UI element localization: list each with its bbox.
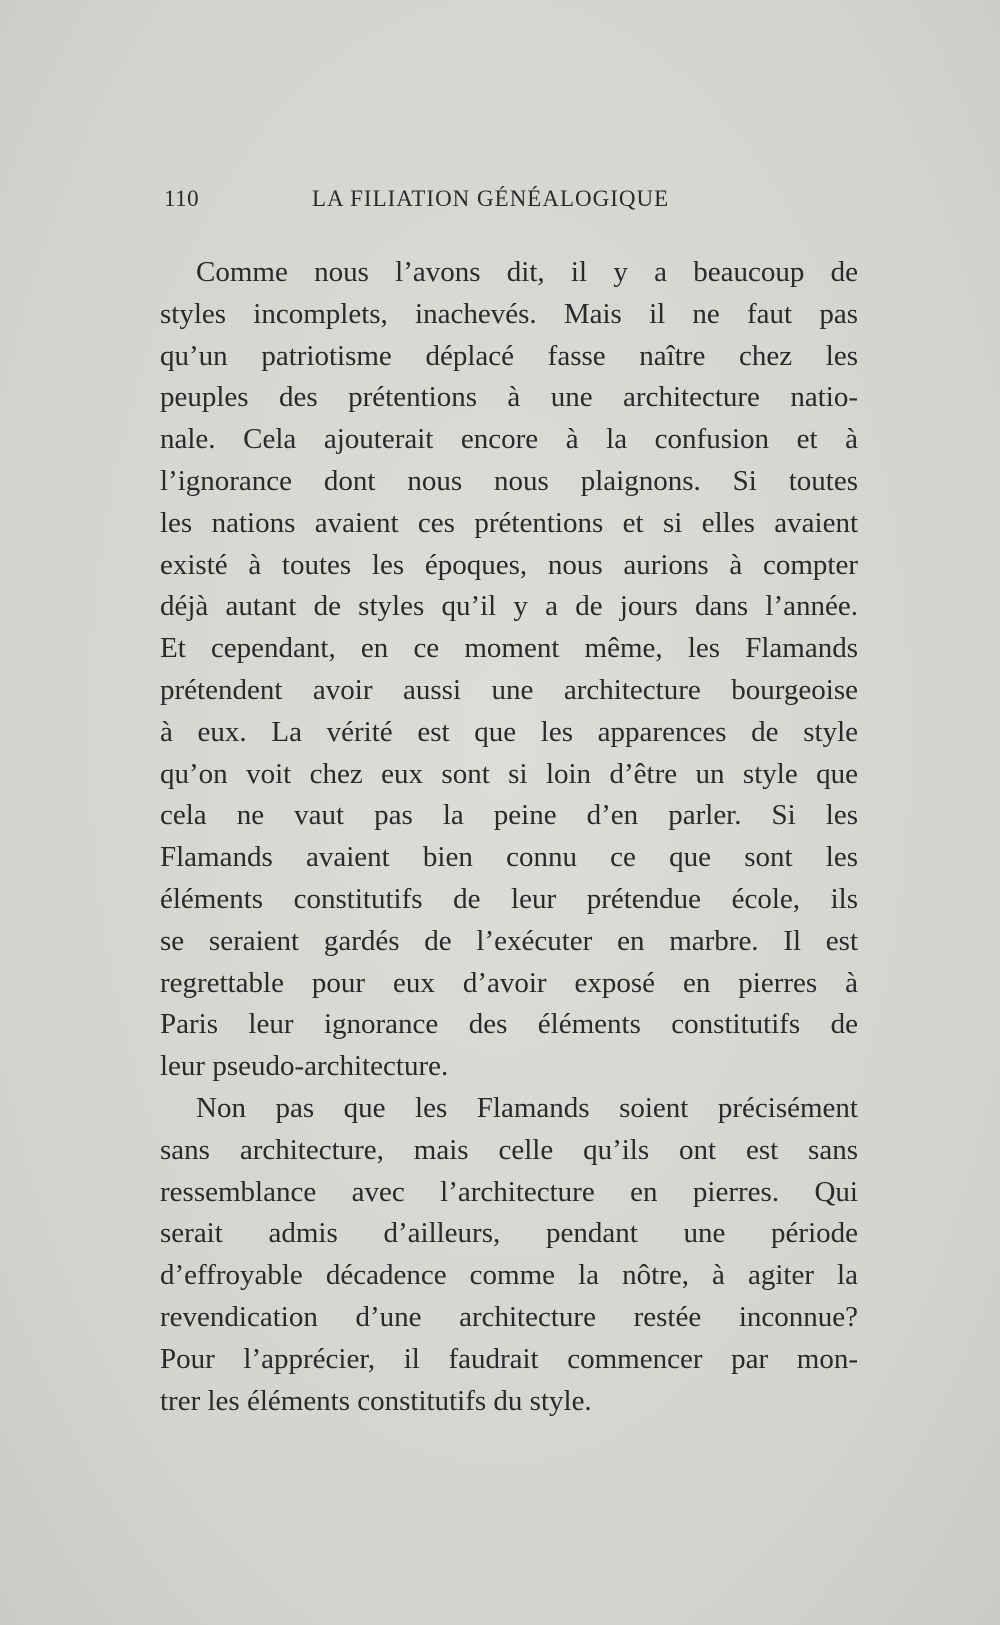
- text-line: Et cependant, en ce moment même, les Flamands: [160, 632, 858, 665]
- text-line: Comme nous l’avons dit, il y a beaucoup de: [196, 256, 858, 288]
- text-line: regrettable pour eux d’avoir exposé en pierres à: [160, 966, 858, 999]
- text-line: prétendent avoir aussi une architecture bourgeoise: [160, 673, 858, 706]
- text-line: serait admis d’ailleurs, pendant une période: [160, 1217, 858, 1250]
- text-line: revendication d’une architecture restée inconnue?: [160, 1300, 858, 1333]
- text-line: qu’un patriotisme déplacé fasse naître chez les: [160, 339, 858, 372]
- text-line: Pour l’apprécier, il faudrait commencer par mon-: [160, 1342, 858, 1375]
- text-line: à eux. La vérité est que les apparences de style: [160, 715, 858, 748]
- text-line: sans architecture, mais celle qu’ils ont est sans: [160, 1133, 858, 1166]
- text-line: styles incomplets, inachevés. Mais il ne faut pas: [160, 297, 858, 330]
- text-line: existé à toutes les époques, nous aurions à compter: [160, 548, 858, 581]
- running-head: [164, 186, 854, 222]
- page-number: 110: [164, 186, 200, 211]
- text-line: Flamands avaient bien connu ce que sont les: [160, 841, 858, 874]
- text-line: d’effroyable décadence comme la nôtre, à agiter la: [160, 1259, 858, 1292]
- text-line: ressemblance avec l’architecture en pierres. Qui: [160, 1175, 858, 1208]
- text-line: les nations avaient ces prétentions et si elles avaient: [160, 506, 858, 539]
- paragraph: [160, 252, 858, 1088]
- text-line: trer les éléments constitutifs du style.: [160, 1384, 592, 1417]
- text-line: cela ne vaut pas la peine d’en parler. Si les: [160, 799, 858, 832]
- running-title: LA FILIATION GÉNÉALOGIQUE: [312, 186, 670, 211]
- text-line: se seraient gardés de l’exécuter en marbre. Il est: [160, 924, 858, 957]
- text-line: Paris leur ignorance des éléments constitutifs de: [160, 1008, 858, 1041]
- text-line: leur pseudo-architecture.: [160, 1050, 449, 1083]
- text-line: nale. Cela ajouterait encore à la confusion et à: [160, 423, 858, 456]
- text-line: qu’on voit chez eux sont si loin d’être un style que: [160, 757, 858, 790]
- text-line: éléments constitutifs de leur prétendue école, ils: [160, 882, 858, 915]
- paragraph: [160, 1088, 858, 1422]
- body-text: [160, 252, 858, 1422]
- text-line: l’ignorance dont nous nous plaignons. Si toutes: [160, 464, 858, 497]
- text-line: Non pas que les Flamands soient précisément: [196, 1091, 858, 1124]
- text-line: peuples des prétentions à une architecture natio-: [160, 381, 858, 414]
- text-line: déjà autant de styles qu’il y a de jours dans l’année.: [160, 590, 858, 623]
